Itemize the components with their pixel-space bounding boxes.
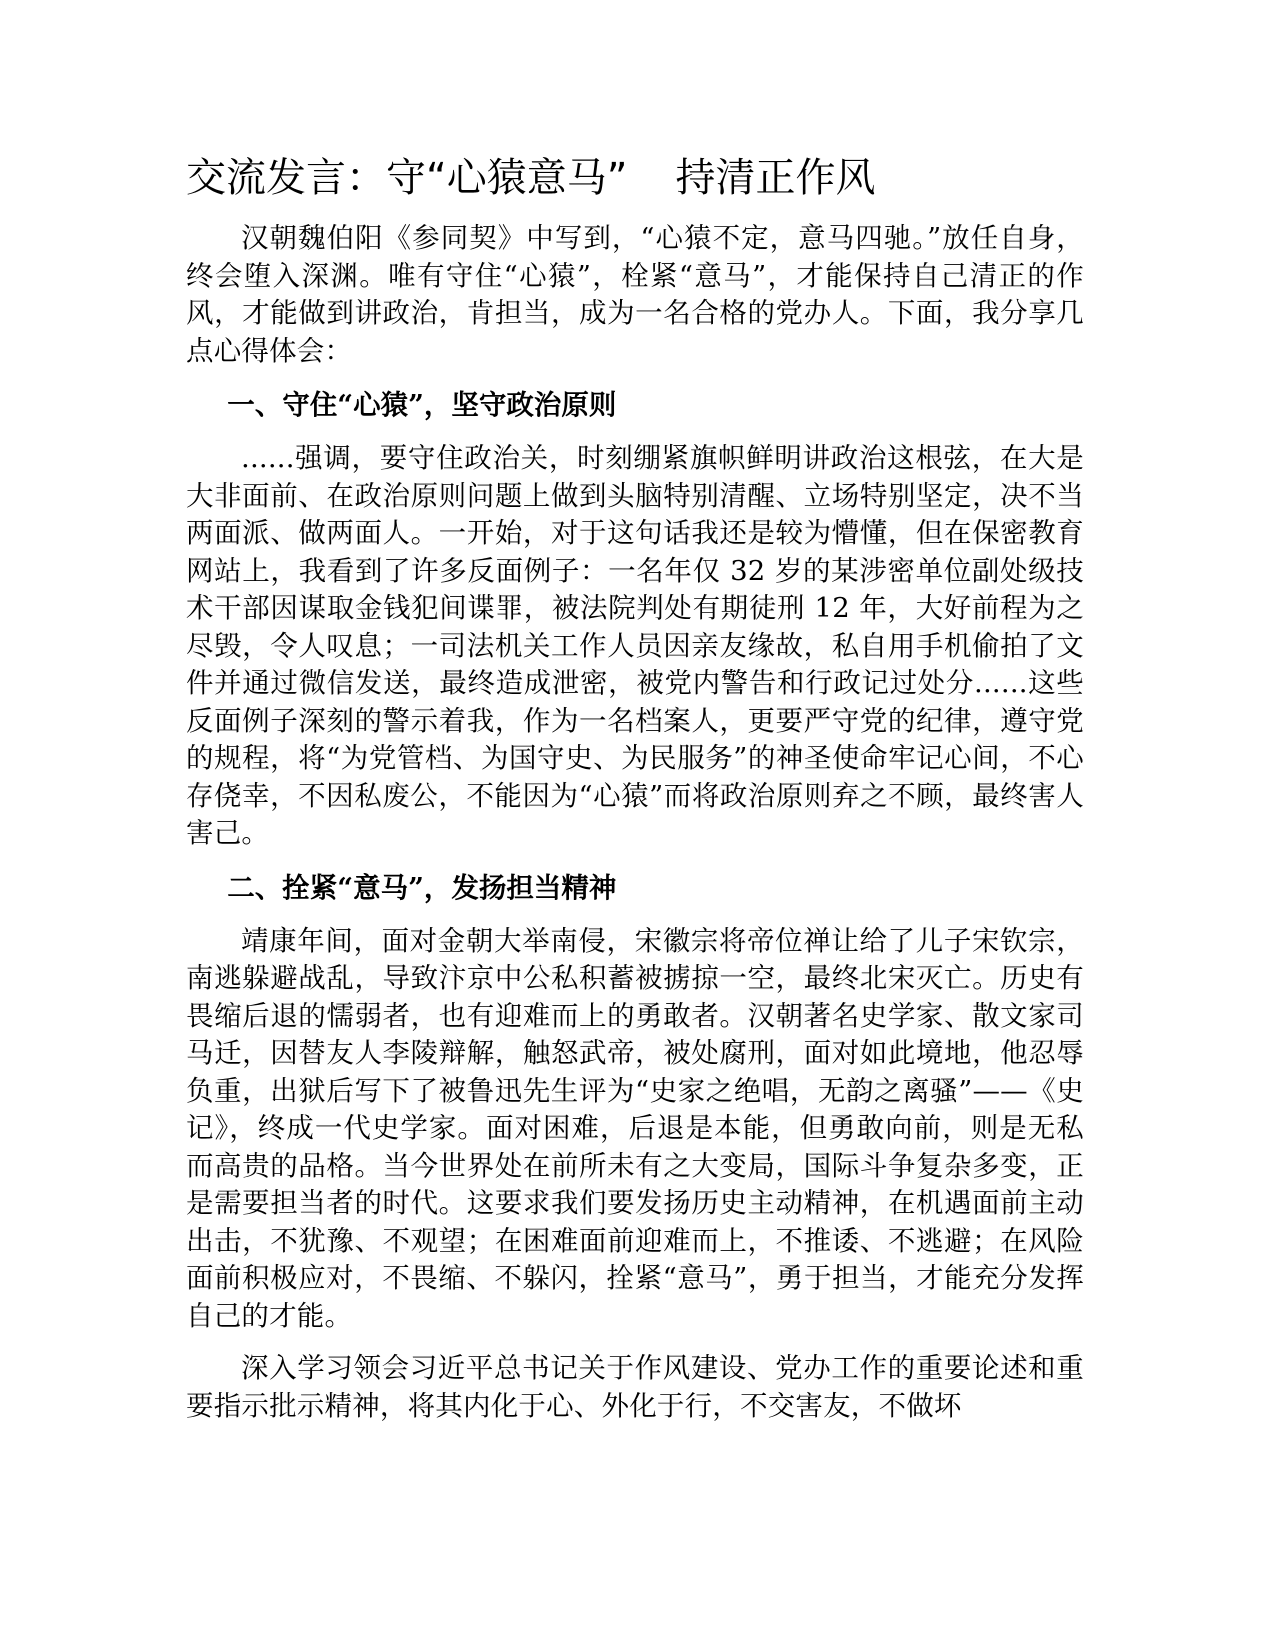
document-content: [186, 150, 1084, 1440]
title-sub: 持清正作风: [675, 155, 876, 201]
intro-paragraph: 汉朝魏伯阳《参同契》中写到，“心猿不定，意马四驰。”放任自身，终会堕入深渊。唯有守住“心猿”，栓紧“意马”，才能保持自己清正的作风，才能做到讲政治，肯担当，成为一名合格的党办人。下面，我分享几点心得体会：: [186, 222, 1084, 367]
section2-paragraph: 靖康年间，面对金朝大举南侵，宋徽宗将帝位禅让给了儿子宋钦宗，南逃躲避战乱，导致汴京中公私积蓄被掳掠一空，最终北宋灭亡。历史有畏缩后退的懦弱者，也有迎难而上的勇敢者。汉朝著名史学家、散文家司马迁，因替友人李陵辩解，触怒武帝，被处腐刑，面对如此境地，他忍辱负重，出狱后写下了被鲁迅先生评为“史家之绝唱，无韵之离骚”——《史记》，终成一代史学家。面对困难，后退是本能，但勇敢向前，则是无私而高贵的品格。当今世界处在前所未有之大变局，国际斗争复杂多变，正是需要担当者的时代。这要求我们要发扬历史主动精神，在机遇面前主动出击，不犹豫、不观望；在困难面前迎难而上，不推诿、不逃避；在风险面前积极应对，不畏缩、不躲闪，拴紧“意马”，勇于担当，才能充分发挥自己的才能。: [186, 924, 1084, 1332]
section1-heading: 一、守住“心猿”，坚守政治原则: [227, 389, 617, 421]
document-title: [186, 150, 1084, 206]
section1-paragraph: ......强调，要守住政治关，时刻绷紧旗帜鲜明讲政治这根弦，在大是大非面前、在政治原则问题上做到头脑特别清醒、立场特别坚定，决不当两面派、做两面人。一开始，对于这句话我还是较为懵懂，但在保密教育网站上，我看到了许多反面例子：一名年仅 32 岁的某涉密单位副处级技术干部因谋取金钱犯间谍罪，被法院判处有期徒刑 12 年，大好前程为之尽毁，令人叹息；一司法机关工作人员因亲友缘故，私自用手机偷拍了文件并通过微信发送，最终造成泄密，被党内警告和行政记过处分......这些反面例子深刻的警示着我，作为一名档案人，更要严守党的纪律，遵守党的规程，将“为党管档、为国守史、为民服务”的神圣使命牢记心间，不心存侥幸，不因私废公，不能因为“心猿”而将政治原则弃之不顾，最终害人害己。: [186, 442, 1084, 849]
section2-heading: 二、拴紧“意马”，发扬担当精神: [227, 871, 617, 904]
title-main: 交流发言：守“心猿意马”: [186, 155, 628, 201]
closing-paragraph: 深入学习领会习近平总书记关于作风建设、党办工作的重要论述和重要指示批示精神，将其内化于心、外化于行，不交害友，不做坏: [186, 1352, 1084, 1422]
